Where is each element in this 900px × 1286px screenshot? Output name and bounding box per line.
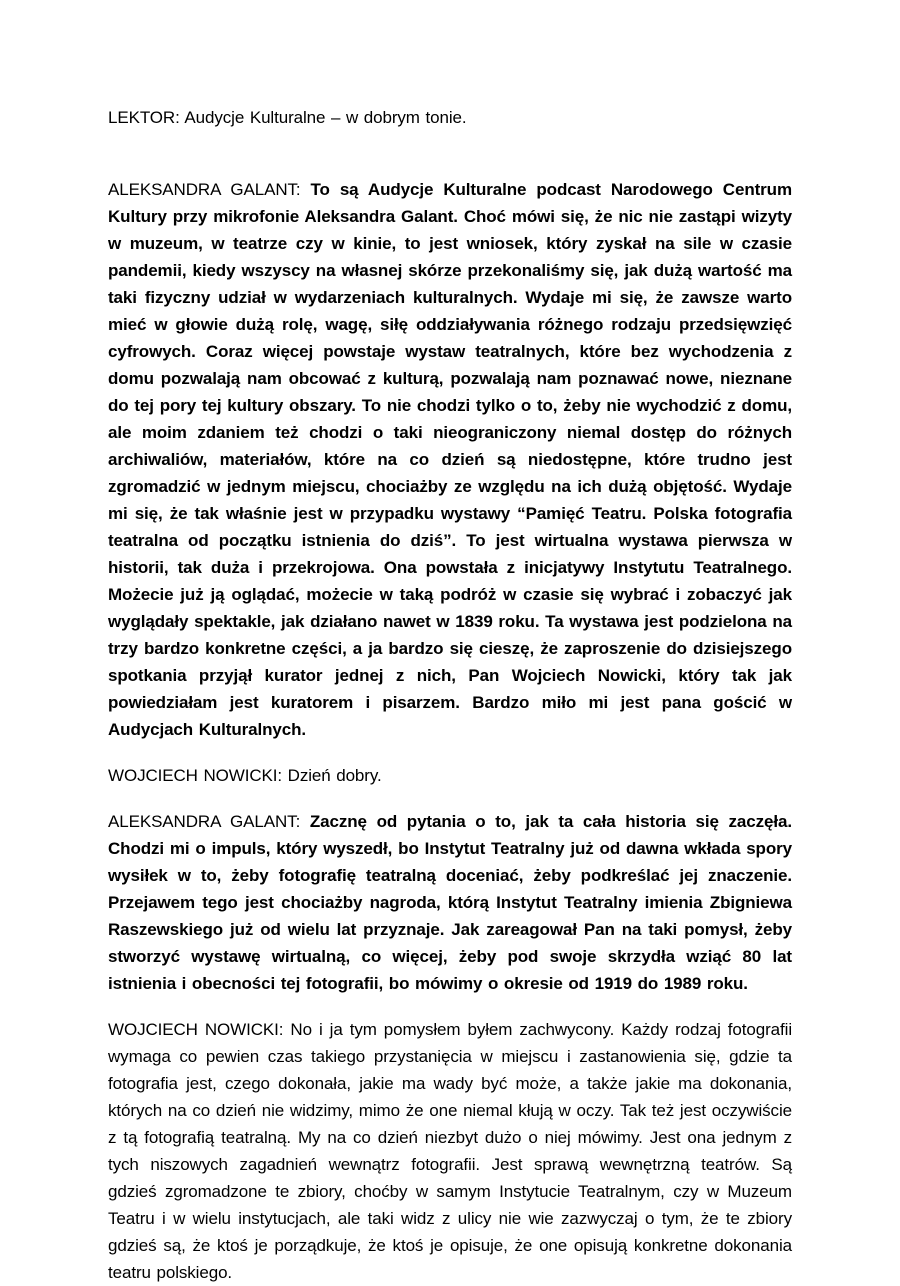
- paragraph-galant-intro: [108, 176, 792, 743]
- paragraph-lektor: [108, 104, 792, 131]
- speech-text-nowicki-2: No i ja tym pomysłem byłem zachwycony. Każdy rodzaj fotografii wymaga co pewien czas takiego przystanięcia w miejscu i zastanowienia się, gdzie ta fotografia jest, czego dokonała, jakie ma wady być może, a także jakie ma dokonania, których na co dzień nie widzimy, mimo że one niemal kłują w oczy. Tak też jest oczywiście z tą fotografią teatralną. My na co dzień niezbyt dużo o niej mówimy. Jest ona jednym z tych niszowych zagadnień wewnątrz fotografii. Jest sprawą wewnętrzną teatrów. Są gdzieś zgromadzone te zbiory, choćby w samym Instytucie Teatralnym, czy w Muzeum Teatru i w wielu instytucjach, ale taki widz z ulicy nie wie zazwyczaj o tym, że te zbiory gdzieś są, że ktoś je porządkuje, że ktoś je opisuje, że one opisują konkretne dokonania teatru polskiego.: [108, 1020, 792, 1282]
- speaker-label-galant-1: ALEKSANDRA GALANT:: [108, 180, 301, 199]
- speaker-label-nowicki-2: WOJCIECH NOWICKI:: [108, 1020, 284, 1039]
- speaker-label-galant-2: ALEKSANDRA GALANT:: [108, 812, 301, 831]
- speech-text-nowicki-1: Dzień dobry.: [287, 766, 382, 785]
- speech-text-galant-1: To są Audycje Kulturalne podcast Narodowego Centrum Kultury przy mikrofonie Aleksandra Galant. Choć mówi się, że nic nie zastąpi wizyty w muzeum, w teatrze czy w kinie, to jest wniosek, który zyskał na sile w czasie pandemii, kiedy wszyscy na własnej skórze przekonaliśmy się, jak dużą wartość ma taki fizyczny udział w wydarzeniach kulturalnych. Wydaje mi się, że zawsze warto mieć w głowie dużą rolę, wagę, siłę oddziaływania różnego rodzaju przedsięwzięć cyfrowych. Coraz więcej powstaje wystaw teatralnych, które bez wychodzenia z domu pozwalają nam obcować z kulturą, pozwalają nam poznawać nowe, nieznane do tej pory tej kultury obszary. To nie chodzi tylko o to, żeby nie wychodzić z domu, ale moim zdaniem też chodzi o taki nieograniczony niemal dostęp do różnych archiwaliów, materiałów, które na co dzień są niedostępne, które trudno jest zgromadzić w jednym miejscu, chociażby ze względu na ich dużą objętość. Wydaje mi się, że tak właśnie jest w przypadku wystawy “Pamięć Teatru. Polska fotografia teatralna od początku istnienia do dziś”. To jest wirtualna wystawa pierwsza w historii, tak duża i przekrojowa. Ona powstała z inicjatywy Instytutu Teatralnego. Możecie już ją oglądać, możecie w taką podróż w czasie się wybrać i zobaczyć jak wyglądały spektakle, jak działano nawet w 1839 roku. Ta wystawa jest podzielona na trzy bardzo konkretne części, a ja bardzo się cieszę, że zaproszenie do dzisiejszego spotkania przyjął kurator jednej z nich, Pan Wojciech Nowicki, który tak jak powiedziałam jest kuratorem i pisarzem. Bardzo miło mi jest pana gościć w Audycjach Kulturalnych.: [108, 180, 792, 739]
- speaker-label-lektor: LEKTOR:: [108, 108, 180, 127]
- paragraph-nowicki-greeting: [108, 762, 792, 789]
- speech-text-lektor: Audycje Kulturalne – w dobrym tonie.: [184, 108, 467, 127]
- speaker-label-nowicki-1: WOJCIECH NOWICKI:: [108, 766, 283, 785]
- speech-text-galant-2: Zacznę od pytania o to, jak ta cała historia się zaczęła. Chodzi mi o impuls, który wyszedł, bo Instytut Teatralny już od dawna wkłada spory wysiłek w to, żeby fotografię teatralną doceniać, żeby podkreślać jej znaczenie. Przejawem tego jest chociażby nagroda, którą Instytut Teatralny imienia Zbigniewa Raszewskiego już od wielu lat przyznaje. Jak zareagował Pan na taki pomysł, żeby stworzyć wystawę wirtualną, co więcej, żeby pod swoje skrzydła wziąć 80 lat istnienia i obecności tej fotografii, bo mówimy o okresie od 1919 do 1989 roku.: [108, 812, 792, 993]
- paragraph-nowicki-answer: [108, 1016, 792, 1286]
- paragraph-galant-question: [108, 808, 792, 997]
